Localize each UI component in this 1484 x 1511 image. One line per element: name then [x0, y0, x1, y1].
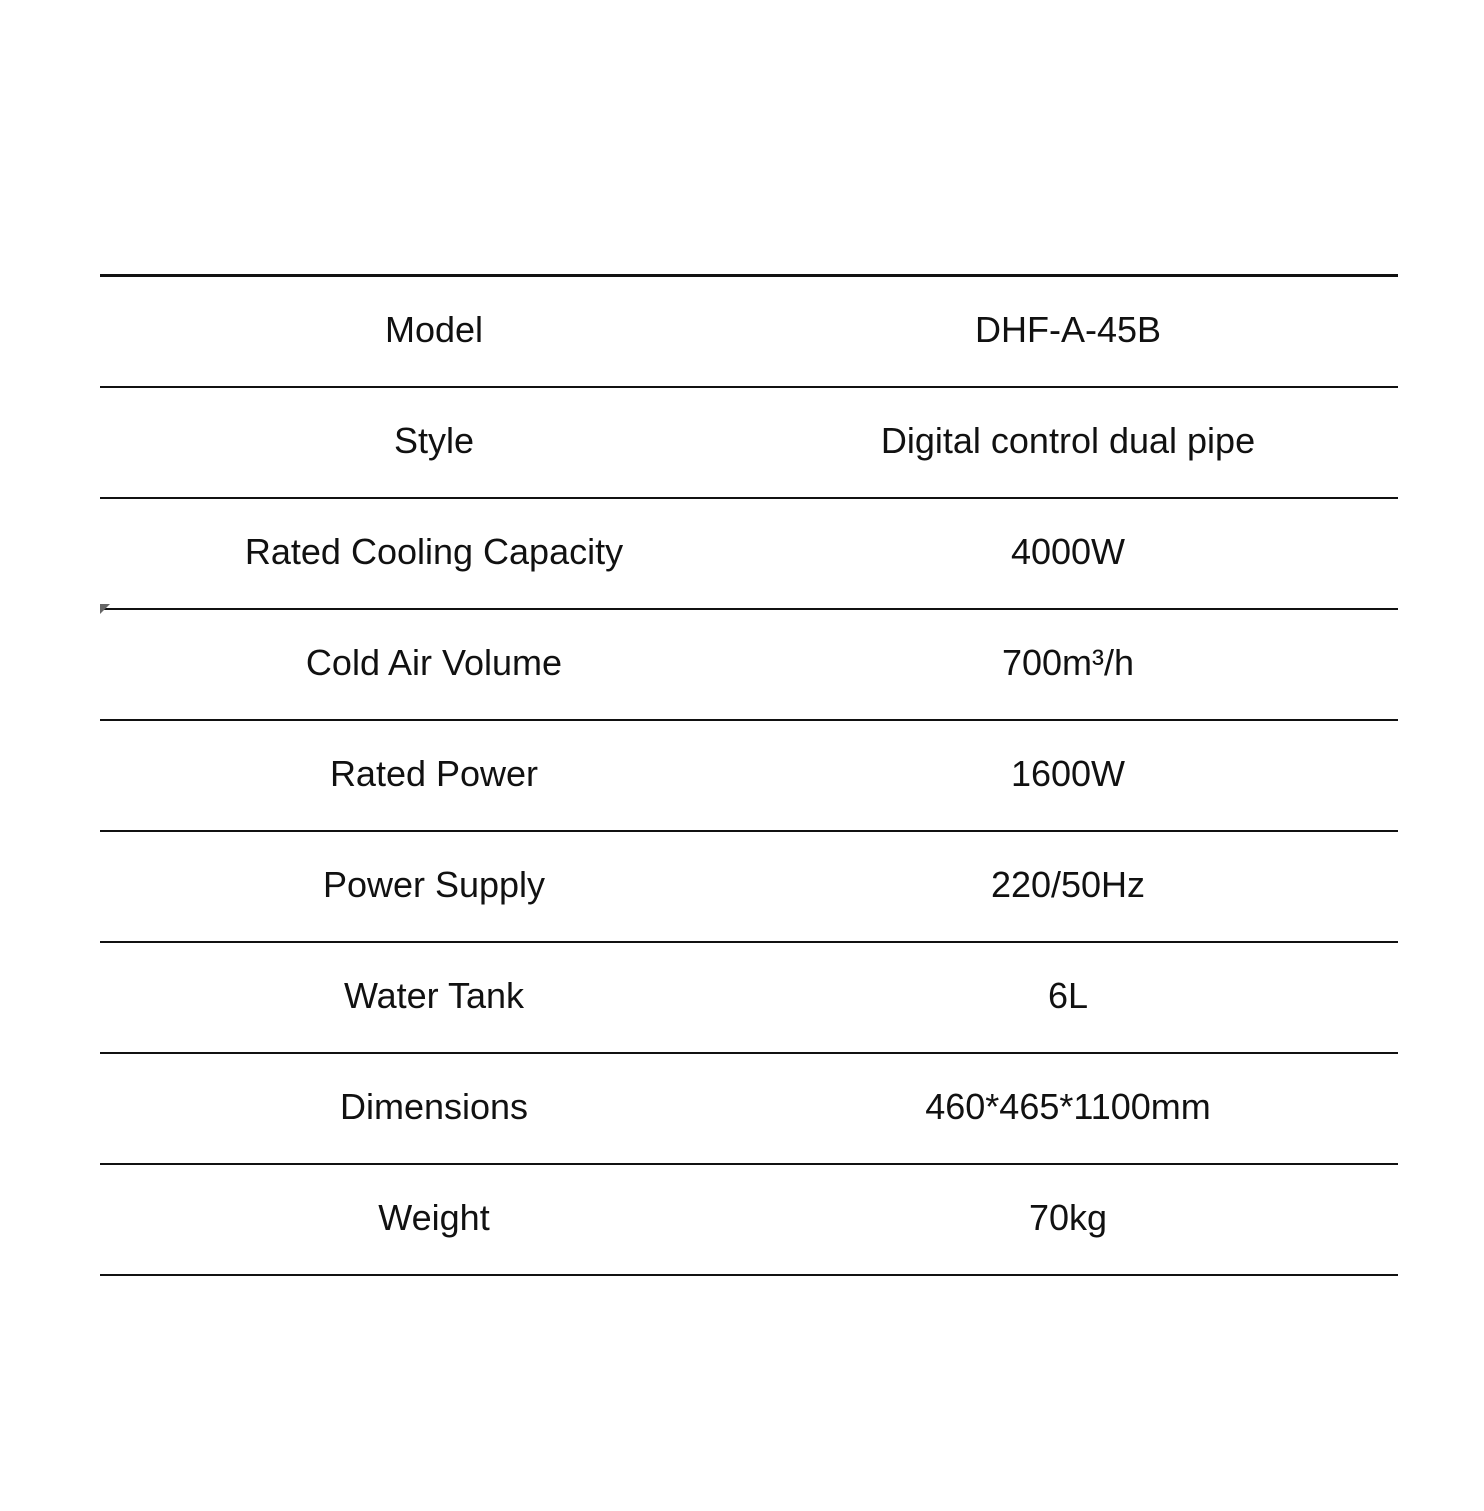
spec-value: DHF-A-45B	[974, 308, 1162, 350]
table-row-style	[100, 388, 1398, 499]
corner-mark	[100, 604, 110, 614]
spec-value: 220/50Hz	[990, 863, 1146, 905]
spec-value: 700m³/h	[1001, 641, 1135, 683]
spec-label: Weight	[378, 1196, 490, 1238]
table-row-water-tank	[100, 943, 1398, 1054]
table-row-rated-power	[100, 721, 1398, 832]
spec-label: Model	[384, 308, 484, 350]
table-row-cold-air-volume	[100, 610, 1398, 721]
table-row-model	[100, 277, 1398, 388]
spec-label: Rated Power	[329, 752, 539, 794]
spec-value: 460*465*1100mm	[925, 1085, 1211, 1127]
table-row-rated-cooling-capacity	[100, 499, 1398, 610]
spec-value: 1600W	[1010, 752, 1126, 794]
spec-label: Style	[393, 419, 475, 461]
spec-value: 70kg	[1028, 1196, 1108, 1238]
spec-label: Power Supply	[322, 863, 546, 905]
spec-label: Cold Air Volume	[305, 641, 563, 683]
spec-label: Dimensions	[339, 1085, 529, 1127]
table-row-power-supply	[100, 832, 1398, 943]
spec-value: 4000W	[1010, 530, 1126, 572]
spec-value: 6L	[1047, 974, 1089, 1016]
spec-label: Rated Cooling Capacity	[244, 530, 624, 572]
table-row-dimensions	[100, 1054, 1398, 1165]
spec-label: Water Tank	[343, 974, 525, 1016]
spec-table	[100, 274, 1398, 1276]
spec-value: Digital control dual pipe	[880, 419, 1256, 461]
table-row-weight	[100, 1165, 1398, 1276]
